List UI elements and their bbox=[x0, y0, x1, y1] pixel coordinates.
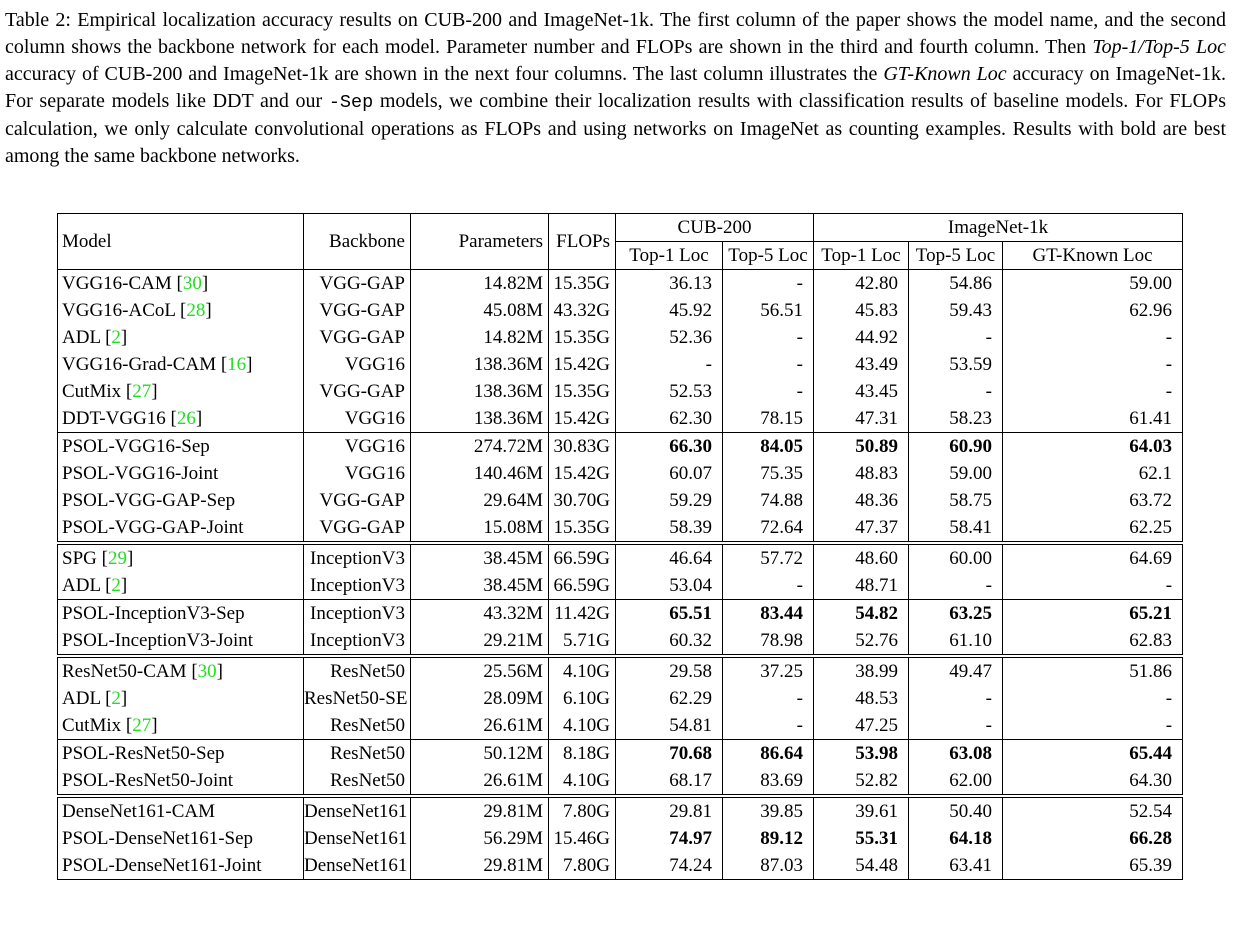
backbone-cell: VGG-GAP bbox=[304, 324, 411, 351]
backbone-cell: InceptionV3 bbox=[304, 572, 411, 600]
gt-known-loc-cell: 65.44 bbox=[1003, 740, 1183, 768]
imagenet-top1-loc-cell: 42.80 bbox=[814, 270, 909, 298]
imagenet-top5-loc-cell: 58.75 bbox=[909, 487, 1003, 514]
imagenet-top1-loc-cell: 48.36 bbox=[814, 487, 909, 514]
flops-cell: 7.80G bbox=[549, 852, 616, 880]
flops-cell: 66.59G bbox=[549, 572, 616, 600]
gt-known-loc-cell: 66.28 bbox=[1003, 825, 1183, 852]
imagenet-top1-loc-cell: 50.89 bbox=[814, 433, 909, 461]
header-row-top bbox=[58, 214, 1183, 242]
model-name-cell: ResNet50-CAM [30] bbox=[58, 656, 304, 685]
model-name-cell: CutMix [27] bbox=[58, 378, 304, 405]
imagenet-top1-loc-cell: 43.45 bbox=[814, 378, 909, 405]
flops-cell: 15.35G bbox=[549, 270, 616, 298]
gt-known-loc-cell: 61.41 bbox=[1003, 405, 1183, 433]
caption-emphasis: Top-1/Top-5 Loc bbox=[1092, 36, 1226, 58]
table-row bbox=[58, 543, 1183, 572]
model-name-cell: PSOL-DenseNet161-Joint bbox=[58, 852, 304, 880]
parameters-cell: 140.46M bbox=[411, 460, 549, 487]
table-caption bbox=[0, 0, 1231, 170]
gt-known-loc-cell: - bbox=[1003, 572, 1183, 600]
cub-top5-loc-cell: - bbox=[723, 324, 814, 351]
flops-cell: 30.70G bbox=[549, 487, 616, 514]
parameters-cell: 45.08M bbox=[411, 297, 549, 324]
backbone-cell: ResNet50 bbox=[304, 767, 411, 796]
cub-top5-loc-cell: 72.64 bbox=[723, 514, 814, 543]
flops-cell: 43.32G bbox=[549, 297, 616, 324]
cub-top1-loc-cell: 46.64 bbox=[616, 543, 723, 572]
col-header-parameters: Parameters bbox=[411, 214, 549, 270]
parameters-cell: 138.36M bbox=[411, 378, 549, 405]
flops-cell: 11.42G bbox=[549, 600, 616, 628]
backbone-cell: VGG16 bbox=[304, 433, 411, 461]
cub-top1-loc-cell: 59.29 bbox=[616, 487, 723, 514]
imagenet-top1-loc-cell: 54.82 bbox=[814, 600, 909, 628]
table-row bbox=[58, 852, 1183, 880]
parameters-cell: 14.82M bbox=[411, 270, 549, 298]
col-header-imagenet-top1-loc: Top-1 Loc bbox=[814, 242, 909, 270]
parameters-cell: 138.36M bbox=[411, 351, 549, 378]
model-name-cell: PSOL-DenseNet161-Sep bbox=[58, 825, 304, 852]
backbone-cell: VGG16 bbox=[304, 351, 411, 378]
table-row bbox=[58, 796, 1183, 825]
imagenet-top5-loc-cell: 60.90 bbox=[909, 433, 1003, 461]
imagenet-top5-loc-cell: - bbox=[909, 712, 1003, 740]
citation-link[interactable]: 16 bbox=[227, 353, 247, 375]
table-group bbox=[58, 796, 1183, 880]
citation-link[interactable]: 29 bbox=[107, 547, 127, 569]
gt-known-loc-cell: 65.21 bbox=[1003, 600, 1183, 628]
table-group bbox=[58, 270, 1183, 433]
imagenet-top1-loc-cell: 43.49 bbox=[814, 351, 909, 378]
model-name-cell: ADL [2] bbox=[58, 685, 304, 712]
cub-top5-loc-cell: 57.72 bbox=[723, 543, 814, 572]
flops-cell: 8.18G bbox=[549, 740, 616, 768]
citation-link[interactable]: 26 bbox=[176, 407, 196, 429]
cub-top1-loc-cell: 70.68 bbox=[616, 740, 723, 768]
cub-top5-loc-cell: - bbox=[723, 351, 814, 378]
cub-top1-loc-cell: 29.58 bbox=[616, 656, 723, 685]
imagenet-top1-loc-cell: 45.83 bbox=[814, 297, 909, 324]
flops-cell: 4.10G bbox=[549, 767, 616, 796]
backbone-cell: VGG-GAP bbox=[304, 378, 411, 405]
cub-top1-loc-cell: 52.53 bbox=[616, 378, 723, 405]
backbone-cell: VGG-GAP bbox=[304, 297, 411, 324]
imagenet-top1-loc-cell: 47.31 bbox=[814, 405, 909, 433]
cub-top5-loc-cell: - bbox=[723, 685, 814, 712]
model-name-cell: PSOL-VGG16-Sep bbox=[58, 433, 304, 461]
imagenet-top5-loc-cell: 62.00 bbox=[909, 767, 1003, 796]
imagenet-top5-loc-cell: 54.86 bbox=[909, 270, 1003, 298]
parameters-cell: 29.64M bbox=[411, 487, 549, 514]
backbone-cell: ResNet50 bbox=[304, 740, 411, 768]
caption-text: accuracy on ImageNet-1k. For separate models like DDT and our bbox=[5, 63, 1226, 112]
cub-top1-loc-cell: 66.30 bbox=[616, 433, 723, 461]
imagenet-top1-loc-cell: 54.48 bbox=[814, 852, 909, 880]
table-row bbox=[58, 324, 1183, 351]
parameters-cell: 29.21M bbox=[411, 627, 549, 656]
cub-top5-loc-cell: 83.44 bbox=[723, 600, 814, 628]
model-name-cell: DenseNet161-CAM bbox=[58, 796, 304, 825]
imagenet-top1-loc-cell: 39.61 bbox=[814, 796, 909, 825]
cub-top1-loc-cell: 68.17 bbox=[616, 767, 723, 796]
cub-top5-loc-cell: - bbox=[723, 572, 814, 600]
imagenet-top5-loc-cell: 58.41 bbox=[909, 514, 1003, 543]
gt-known-loc-cell: 62.83 bbox=[1003, 627, 1183, 656]
parameters-cell: 38.45M bbox=[411, 543, 549, 572]
cub-top1-loc-cell: 54.81 bbox=[616, 712, 723, 740]
citation-link[interactable]: 2 bbox=[111, 687, 121, 709]
cub-top1-loc-cell: 52.36 bbox=[616, 324, 723, 351]
flops-cell: 15.42G bbox=[549, 351, 616, 378]
citation-link[interactable]: 27 bbox=[132, 380, 152, 402]
imagenet-top5-loc-cell: 64.18 bbox=[909, 825, 1003, 852]
imagenet-top5-loc-cell: 59.00 bbox=[909, 460, 1003, 487]
model-name-cell: PSOL-InceptionV3-Joint bbox=[58, 627, 304, 656]
parameters-cell: 25.56M bbox=[411, 656, 549, 685]
imagenet-top5-loc-cell: 60.00 bbox=[909, 543, 1003, 572]
flops-cell: 4.10G bbox=[549, 712, 616, 740]
gt-known-loc-cell: - bbox=[1003, 351, 1183, 378]
table-group bbox=[58, 543, 1183, 600]
cub-top5-loc-cell: 75.35 bbox=[723, 460, 814, 487]
model-name-cell: CutMix [27] bbox=[58, 712, 304, 740]
backbone-cell: InceptionV3 bbox=[304, 600, 411, 628]
col-header-model: Model bbox=[58, 214, 304, 270]
backbone-cell: VGG-GAP bbox=[304, 514, 411, 543]
table-header bbox=[58, 214, 1183, 270]
flops-cell: 30.83G bbox=[549, 433, 616, 461]
backbone-cell: VGG16 bbox=[304, 405, 411, 433]
model-name-cell: VGG16-Grad-CAM [16] bbox=[58, 351, 304, 378]
gt-known-loc-cell: 59.00 bbox=[1003, 270, 1183, 298]
cub-top1-loc-cell: 53.04 bbox=[616, 572, 723, 600]
gt-known-loc-cell: 62.25 bbox=[1003, 514, 1183, 543]
imagenet-top1-loc-cell: 38.99 bbox=[814, 656, 909, 685]
backbone-cell: DenseNet161 bbox=[304, 852, 411, 880]
parameters-cell: 274.72M bbox=[411, 433, 549, 461]
backbone-cell: DenseNet161 bbox=[304, 796, 411, 825]
imagenet-top5-loc-cell: 53.59 bbox=[909, 351, 1003, 378]
backbone-cell: InceptionV3 bbox=[304, 543, 411, 572]
table-row bbox=[58, 656, 1183, 685]
cub-top1-loc-cell: 74.97 bbox=[616, 825, 723, 852]
backbone-cell: DenseNet161 bbox=[304, 825, 411, 852]
imagenet-top5-loc-cell: - bbox=[909, 378, 1003, 405]
cub-top1-loc-cell: - bbox=[616, 351, 723, 378]
cub-top5-loc-cell: 86.64 bbox=[723, 740, 814, 768]
table-group bbox=[58, 740, 1183, 797]
imagenet-top5-loc-cell: 59.43 bbox=[909, 297, 1003, 324]
table-row bbox=[58, 685, 1183, 712]
results-table bbox=[57, 213, 1183, 880]
gt-known-loc-cell: 63.72 bbox=[1003, 487, 1183, 514]
flops-cell: 4.10G bbox=[549, 656, 616, 685]
table-row bbox=[58, 712, 1183, 740]
table-row bbox=[58, 378, 1183, 405]
gt-known-loc-cell: 51.86 bbox=[1003, 656, 1183, 685]
cub-top5-loc-cell: 78.98 bbox=[723, 627, 814, 656]
cub-top5-loc-cell: - bbox=[723, 378, 814, 405]
caption-text: models, we combine their localization results with classification results of baseline models. For FLOPs calculation, we only calculate convolutional operations as FLOPs and using networks on ImageNet as counting examples. Results with bold are best among the same backbone networks. bbox=[5, 90, 1227, 167]
cub-top5-loc-cell: 37.25 bbox=[723, 656, 814, 685]
citation-link[interactable]: 2 bbox=[111, 574, 121, 596]
imagenet-top5-loc-cell: 63.25 bbox=[909, 600, 1003, 628]
cub-top5-loc-cell: 78.15 bbox=[723, 405, 814, 433]
cub-top1-loc-cell: 60.07 bbox=[616, 460, 723, 487]
flops-cell: 15.35G bbox=[549, 378, 616, 405]
model-name-cell: PSOL-VGG-GAP-Joint bbox=[58, 514, 304, 543]
table-row bbox=[58, 514, 1183, 543]
col-header-flops: FLOPs bbox=[549, 214, 616, 270]
parameters-cell: 50.12M bbox=[411, 740, 549, 768]
model-name-cell: ADL [2] bbox=[58, 324, 304, 351]
parameters-cell: 29.81M bbox=[411, 852, 549, 880]
flops-cell: 15.46G bbox=[549, 825, 616, 852]
table-row bbox=[58, 405, 1183, 433]
backbone-cell: VGG-GAP bbox=[304, 270, 411, 298]
model-name-cell: DDT-VGG16 [26] bbox=[58, 405, 304, 433]
parameters-cell: 15.08M bbox=[411, 514, 549, 543]
table-row bbox=[58, 767, 1183, 796]
parameters-cell: 56.29M bbox=[411, 825, 549, 852]
cub-top5-loc-cell: 39.85 bbox=[723, 796, 814, 825]
imagenet-top1-loc-cell: 48.83 bbox=[814, 460, 909, 487]
col-header-imagenet-top5-loc: Top-5 Loc bbox=[909, 242, 1003, 270]
imagenet-top5-loc-cell: 63.41 bbox=[909, 852, 1003, 880]
flops-cell: 5.71G bbox=[549, 627, 616, 656]
parameters-cell: 26.61M bbox=[411, 712, 549, 740]
citation-link[interactable]: 30 bbox=[182, 272, 202, 294]
backbone-cell: InceptionV3 bbox=[304, 627, 411, 656]
citation-link[interactable]: 2 bbox=[111, 326, 121, 348]
imagenet-top1-loc-cell: 47.25 bbox=[814, 712, 909, 740]
cub-top5-loc-cell: - bbox=[723, 270, 814, 298]
caption-code: -Sep bbox=[328, 92, 374, 113]
cub-top1-loc-cell: 60.32 bbox=[616, 627, 723, 656]
imagenet-top1-loc-cell: 47.37 bbox=[814, 514, 909, 543]
col-header-cub-top1-loc: Top-1 Loc bbox=[616, 242, 723, 270]
imagenet-top1-loc-cell: 53.98 bbox=[814, 740, 909, 768]
model-name-cell: VGG16-ACoL [28] bbox=[58, 297, 304, 324]
imagenet-top5-loc-cell: 49.47 bbox=[909, 656, 1003, 685]
gt-known-loc-cell: 65.39 bbox=[1003, 852, 1183, 880]
col-group-imagenet: ImageNet-1k bbox=[814, 214, 1183, 242]
table-group bbox=[58, 433, 1183, 544]
imagenet-top1-loc-cell: 52.76 bbox=[814, 627, 909, 656]
cub-top1-loc-cell: 62.29 bbox=[616, 685, 723, 712]
table-row bbox=[58, 460, 1183, 487]
cub-top1-loc-cell: 58.39 bbox=[616, 514, 723, 543]
parameters-cell: 14.82M bbox=[411, 324, 549, 351]
table-row bbox=[58, 433, 1183, 461]
imagenet-top1-loc-cell: 44.92 bbox=[814, 324, 909, 351]
cub-top5-loc-cell: 83.69 bbox=[723, 767, 814, 796]
cub-top1-loc-cell: 74.24 bbox=[616, 852, 723, 880]
table-row bbox=[58, 270, 1183, 298]
gt-known-loc-cell: 52.54 bbox=[1003, 796, 1183, 825]
flops-cell: 15.35G bbox=[549, 324, 616, 351]
imagenet-top1-loc-cell: 52.82 bbox=[814, 767, 909, 796]
imagenet-top5-loc-cell: 63.08 bbox=[909, 740, 1003, 768]
imagenet-top5-loc-cell: - bbox=[909, 685, 1003, 712]
parameters-cell: 43.32M bbox=[411, 600, 549, 628]
table-row bbox=[58, 572, 1183, 600]
col-group-cub200: CUB-200 bbox=[616, 214, 814, 242]
imagenet-top1-loc-cell: 48.71 bbox=[814, 572, 909, 600]
gt-known-loc-cell: 64.03 bbox=[1003, 433, 1183, 461]
imagenet-top5-loc-cell: 58.23 bbox=[909, 405, 1003, 433]
parameters-cell: 138.36M bbox=[411, 405, 549, 433]
caption-text: Table 2: Empirical localization accuracy results on CUB-200 and ImageNet-1k. The first column of the paper shows the model name, and the second column shows the backbone network for each model. Parameter number and FLOPs are shown in the third and fourth column. Then bbox=[5, 9, 1226, 58]
table-container bbox=[57, 213, 1240, 880]
model-name-cell: PSOL-InceptionV3-Sep bbox=[58, 600, 304, 628]
parameters-cell: 26.61M bbox=[411, 767, 549, 796]
gt-known-loc-cell: - bbox=[1003, 378, 1183, 405]
parameters-cell: 38.45M bbox=[411, 572, 549, 600]
flops-cell: 15.42G bbox=[549, 405, 616, 433]
imagenet-top5-loc-cell: - bbox=[909, 324, 1003, 351]
backbone-cell: VGG-GAP bbox=[304, 487, 411, 514]
table-row bbox=[58, 740, 1183, 768]
imagenet-top5-loc-cell: - bbox=[909, 572, 1003, 600]
table-group bbox=[58, 600, 1183, 657]
gt-known-loc-cell: - bbox=[1003, 712, 1183, 740]
gt-known-loc-cell: 62.96 bbox=[1003, 297, 1183, 324]
cub-top5-loc-cell: 87.03 bbox=[723, 852, 814, 880]
imagenet-top1-loc-cell: 55.31 bbox=[814, 825, 909, 852]
imagenet-top5-loc-cell: 61.10 bbox=[909, 627, 1003, 656]
col-header-backbone: Backbone bbox=[304, 214, 411, 270]
gt-known-loc-cell: 64.30 bbox=[1003, 767, 1183, 796]
cub-top5-loc-cell: 89.12 bbox=[723, 825, 814, 852]
backbone-cell: ResNet50 bbox=[304, 656, 411, 685]
model-name-cell: PSOL-VGG16-Joint bbox=[58, 460, 304, 487]
table-row bbox=[58, 351, 1183, 378]
cub-top1-loc-cell: 29.81 bbox=[616, 796, 723, 825]
flops-cell: 15.42G bbox=[549, 460, 616, 487]
imagenet-top1-loc-cell: 48.60 bbox=[814, 543, 909, 572]
flops-cell: 7.80G bbox=[549, 796, 616, 825]
cub-top1-loc-cell: 65.51 bbox=[616, 600, 723, 628]
table-row bbox=[58, 600, 1183, 628]
cub-top5-loc-cell: 74.88 bbox=[723, 487, 814, 514]
flops-cell: 6.10G bbox=[549, 685, 616, 712]
cub-top1-loc-cell: 36.13 bbox=[616, 270, 723, 298]
model-name-cell: PSOL-ResNet50-Joint bbox=[58, 767, 304, 796]
table-row bbox=[58, 627, 1183, 656]
gt-known-loc-cell: - bbox=[1003, 324, 1183, 351]
backbone-cell: ResNet50 bbox=[304, 712, 411, 740]
parameters-cell: 29.81M bbox=[411, 796, 549, 825]
citation-link[interactable]: 28 bbox=[186, 299, 206, 321]
citation-link[interactable]: 27 bbox=[132, 714, 152, 736]
model-name-cell: ADL [2] bbox=[58, 572, 304, 600]
flops-cell: 66.59G bbox=[549, 543, 616, 572]
caption-text: accuracy of CUB-200 and ImageNet-1k are shown in the next four columns. The last column illustrates the bbox=[5, 63, 884, 85]
citation-link[interactable]: 30 bbox=[197, 660, 217, 682]
model-name-cell: VGG16-CAM [30] bbox=[58, 270, 304, 298]
caption-emphasis: GT-Known Loc bbox=[883, 63, 1007, 85]
table-row bbox=[58, 297, 1183, 324]
gt-known-loc-cell: 64.69 bbox=[1003, 543, 1183, 572]
parameters-cell: 28.09M bbox=[411, 685, 549, 712]
model-name-cell: PSOL-ResNet50-Sep bbox=[58, 740, 304, 768]
cub-top5-loc-cell: 56.51 bbox=[723, 297, 814, 324]
imagenet-top5-loc-cell: 50.40 bbox=[909, 796, 1003, 825]
imagenet-top1-loc-cell: 48.53 bbox=[814, 685, 909, 712]
backbone-cell: ResNet50-SE bbox=[304, 685, 411, 712]
col-header-cub-top5-loc: Top-5 Loc bbox=[723, 242, 814, 270]
gt-known-loc-cell: 62.1 bbox=[1003, 460, 1183, 487]
cub-top5-loc-cell: 84.05 bbox=[723, 433, 814, 461]
flops-cell: 15.35G bbox=[549, 514, 616, 543]
model-name-cell: SPG [29] bbox=[58, 543, 304, 572]
backbone-cell: VGG16 bbox=[304, 460, 411, 487]
col-header-gt-known-loc: GT-Known Loc bbox=[1003, 242, 1183, 270]
cub-top1-loc-cell: 62.30 bbox=[616, 405, 723, 433]
gt-known-loc-cell: - bbox=[1003, 685, 1183, 712]
table-row bbox=[58, 487, 1183, 514]
model-name-cell: PSOL-VGG-GAP-Sep bbox=[58, 487, 304, 514]
table-group bbox=[58, 656, 1183, 740]
cub-top5-loc-cell: - bbox=[723, 712, 814, 740]
cub-top1-loc-cell: 45.92 bbox=[616, 297, 723, 324]
table-row bbox=[58, 825, 1183, 852]
